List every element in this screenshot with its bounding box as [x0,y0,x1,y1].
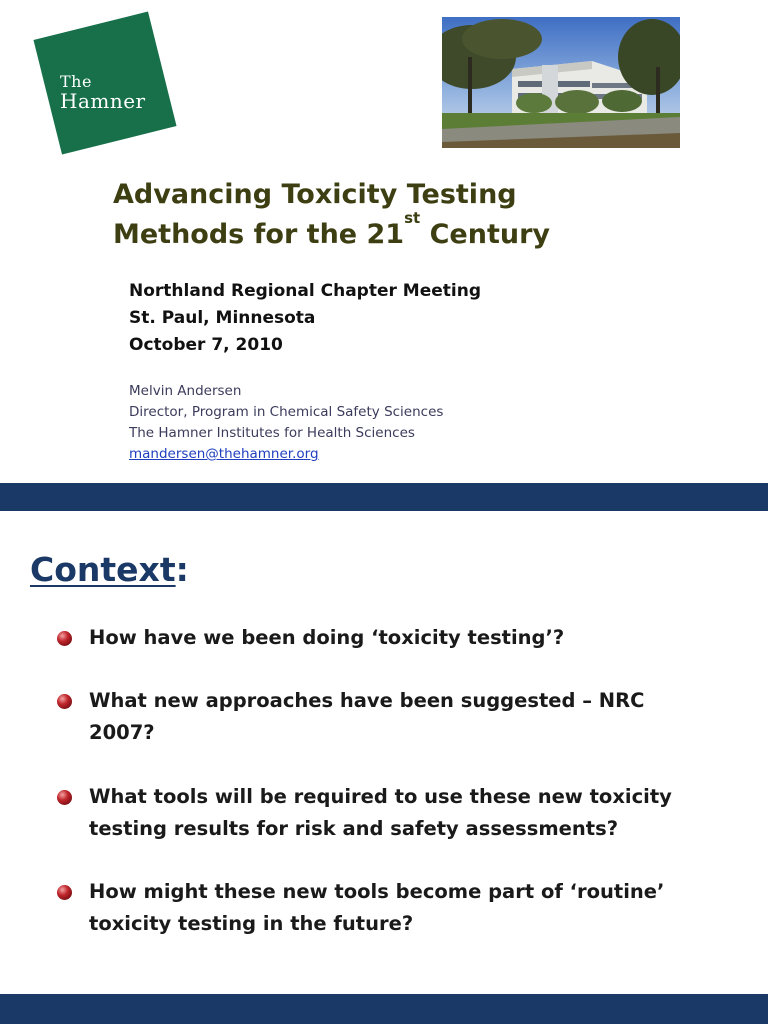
author-organization: The Hamner Institutes for Health Sciences [129,425,415,441]
title-line-1: Advancing Toxicity Testing [113,179,517,210]
meeting-location: St. Paul, Minnesota [129,308,316,328]
author-info [129,381,443,465]
bullet-item [56,876,716,940]
author-name: Melvin Andersen [129,383,242,399]
bullet-text: What new approaches have been suggested – NRC 2007? [89,689,645,744]
bullet-text: How have we been doing ‘toxicity testing’? [89,626,565,649]
red-bullet-icon [57,694,72,709]
bullet-item [56,622,716,654]
slide-title [113,175,550,255]
red-bullet-icon [57,885,72,900]
bullet-text: What tools will be required to use these new toxicity testing results for risk and safety assessments? [89,785,672,840]
building-photo-image [442,17,680,148]
author-email-link[interactable]: mandersen@thehamner.org [129,446,319,462]
title-slide [0,0,768,483]
slide-divider-bar [0,483,768,511]
title-line-2-prefix: Methods for the 21 [113,219,405,250]
bullet-item [56,781,716,845]
bottom-bar [0,994,768,1024]
logo-line-2: Hamner [60,88,146,113]
context-bullet-list [56,622,716,940]
red-bullet-icon [57,631,72,646]
meeting-info [129,278,481,359]
title-line-2-suffix: Century [420,219,550,250]
bullet-item [56,685,716,749]
hamner-logo [36,12,176,156]
context-heading-word: Context [30,550,176,589]
logo-line-1: The [60,72,92,91]
logo-wordmark [60,74,146,112]
building-photo [442,17,680,148]
meeting-name: Northland Regional Chapter Meeting [129,281,482,301]
red-bullet-icon [57,790,72,805]
context-heading [30,548,189,592]
context-heading-colon: : [175,550,189,589]
author-role: Director, Program in Chemical Safety Sciences [129,404,444,420]
bullet-text: How might these new tools become part of ‘routine’ toxicity testing in the future? [89,880,665,935]
meeting-date: October 7, 2010 [129,335,283,355]
title-ordinal-suffix: st [404,209,421,227]
